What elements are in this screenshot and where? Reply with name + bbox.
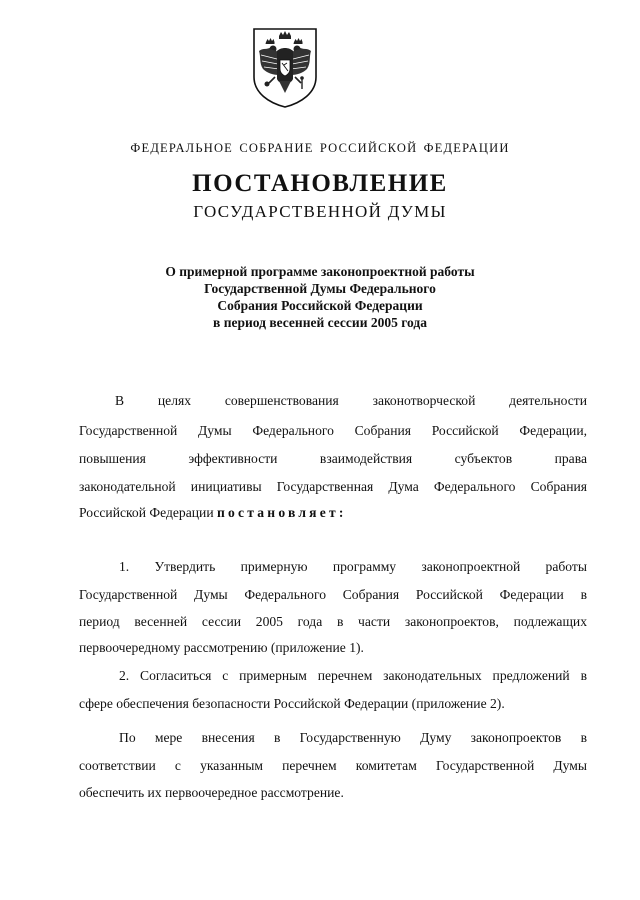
decree-word: постановляет: [217, 505, 347, 520]
preamble-line: В целях совершенствования законотворческой деятельности [115, 393, 587, 408]
document-type: ПОСТАНОВЛЕНИЕ [192, 170, 448, 197]
document-issuer: ГОСУДАРСТВЕННОЙ ДУМЫ [193, 202, 447, 221]
organization-name: ФЕДЕРАЛЬНОЕ СОБРАНИЕ РОССИЙСКОЙ ФЕДЕРАЦИИ [130, 141, 510, 155]
item-3-line: По мере внесения в Государственную Думу законопроектов в [119, 730, 587, 745]
preamble-line: законодательной инициативы Государственная Дума Федерального Собрания [79, 479, 587, 494]
preamble-line: Государственной Думы Федерального Собрания Российской Федерации, [79, 423, 587, 438]
document-title [0, 263, 640, 331]
preamble-line [79, 505, 587, 523]
item-3-line: соответствии с указанным перечнем комитетам Государственной Думы [79, 758, 587, 773]
preamble-last-line: Российской Федерации [79, 505, 214, 520]
title-line: Государственной Думы Федерального [204, 281, 436, 296]
item-2-line: 2. Согласиться с примерным перечнем законодательных предложений в [119, 668, 587, 683]
item-1-line: первоочередному рассмотрению (приложение 1). [79, 640, 364, 655]
item-2-line: сфере обеспечения безопасности Российской Федерации (приложение 2). [79, 696, 505, 711]
title-line: О примерной программе законопроектной работы [165, 264, 475, 279]
item-1-line: 1. Утвердить примерную программу законопроектной работы [119, 559, 587, 574]
item-3-line: обеспечить их первоочередное рассмотрение. [79, 785, 344, 800]
title-line: Собрания Российской Федерации [217, 298, 423, 313]
title-line: в период весенней сессии 2005 года [213, 315, 427, 330]
coat-of-arms-icon [251, 27, 319, 109]
item-1-line: Государственной Думы Федерального Собрания Российской Федерации в [79, 587, 587, 602]
preamble-line: повышения эффективности взаимодействия субъектов права [79, 451, 587, 466]
item-1-line: период весенней сессии 2005 года в части законопроектов, подлежащих [79, 614, 587, 629]
